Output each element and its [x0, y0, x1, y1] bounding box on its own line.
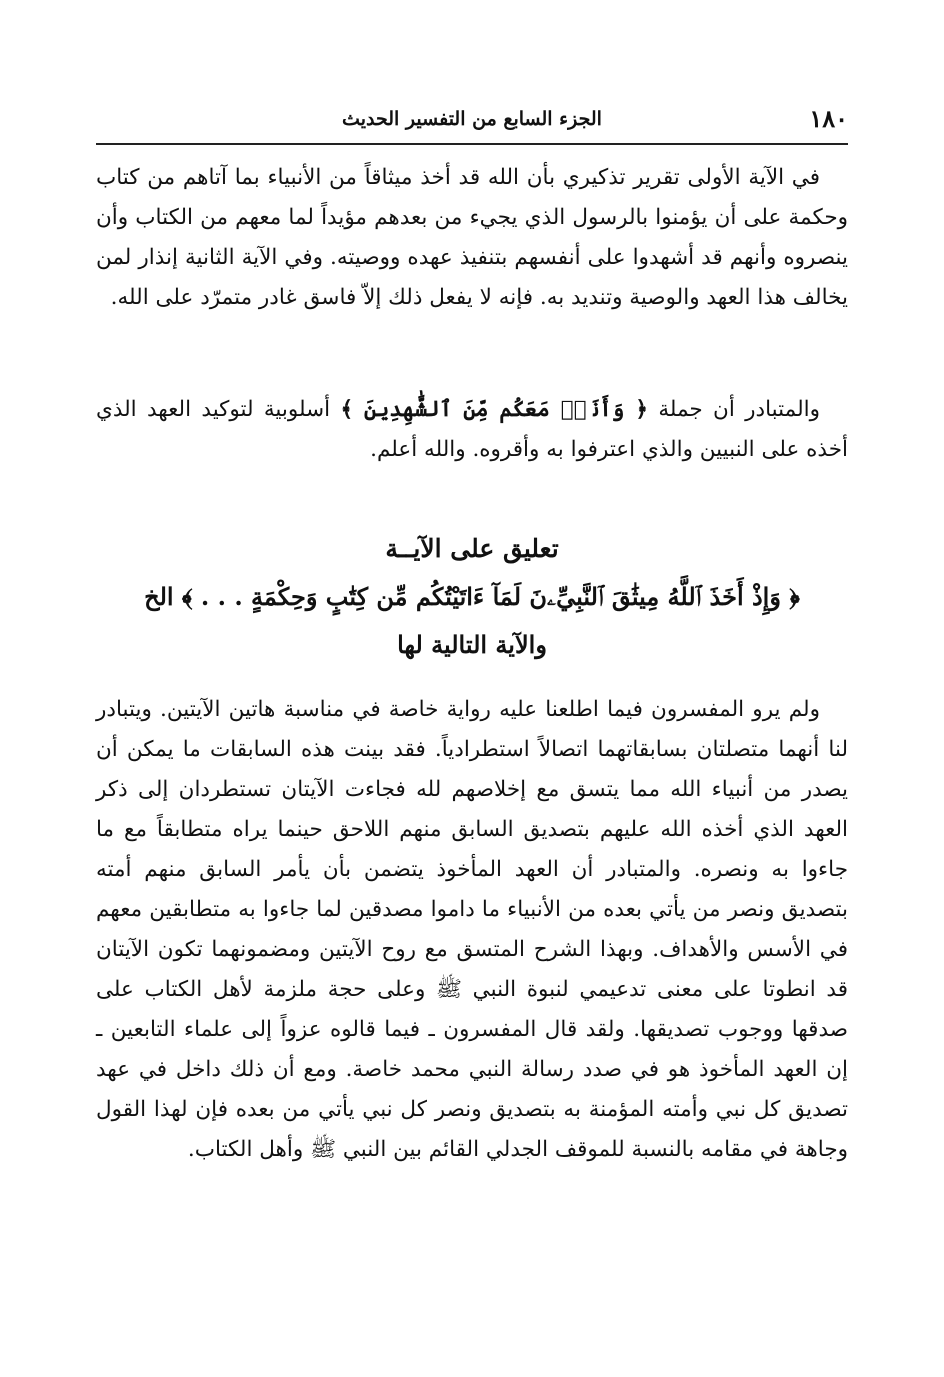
section-subheading: والآية التالية لها — [397, 630, 547, 659]
header-rule — [96, 143, 848, 145]
page-number: ١٨٠ — [809, 104, 848, 133]
paragraph-commentary: ولم يرو المفسرون فيما اطلعنا عليه رواية خاصة في مناسبة هاتين الآيتين. ويتبادر لنا أنهما متصلتان بسابقاتهما اتصالاً استطرادياً. فقد بينت هذه السابقات ما يمكن أن يصدر من أنبياء الله مما يتسق مع إخلاصهم لله فجاءت الآيتان تستطردان إلى ذكر العهد الذي أخذه الله عليهم بتصديق السابق منهم اللاحق حينما يراه متطابقاً مع ما جاءوا به ونصره. والمتبادر أن العهد المأخوذ يتضمن بأن يأمر السابق منهم أمته بتصديق ونصر من يأتي بعده من الأنبياء ما داموا مصدقين لما جاءوا به متطابقين معهم في الأسس والأهداف. وبهذا الشرح المتسق مع روح الآيتين ومضمونهما تكون الآيتان قد انطوتا على معنى تدعيمي لنبوة النبي ﷺ وعلى حجة ملزمة لأهل الكتاب على صدقها ووجوب تصديقها. ولقد قال المفسرون ـ فيما قالوه عزواً إلى علماء التابعين ـ إن العهد المأخوذ هو في صدد رسالة النبي محمد خاصة. ومع أن ذلك داخل في عهد تصديق كل نبي وأمته المؤمنة به بتصديق ونصر كل نبي يأتي من بعده فإن لهذا القول وجاهة في مقامه بالنسبة للموقف الجدلي القائم بين النبي ﷺ وأهل الكتاب. — [96, 697, 848, 1162]
paragraph-quran-phrase — [96, 390, 848, 470]
paragraph-text-before-quote: والمتبادر أن جملة — [658, 397, 820, 422]
section-verse: ﴿ وَإِذْ أَخَذَ ٱللَّهُ مِيثَٰقَ ٱلنَّبِيِّۦنَ لَمَآ ءَاتَيْتُكُم مِّن كِتَٰبٍ وَحِكْمَةٍ . . . ﴾ الخ — [144, 582, 800, 611]
page-header — [96, 104, 848, 140]
paragraph-verse-explanation: في الآية الأولى تقرير تذكيري بأن الله قد أخذ ميثاقاً من الأنبياء بما آتاهم من كتاب وحكمة على أن يؤمنوا بالرسول الذي يجيء من بعدهم مؤيداً لما معهم من الكتاب وأن ينصروه وأنهم قد أشهدوا على أنفسهم بتنفيذ عهده ووصيته. وفي الآية الثانية إنذار لمن يخالف هذا العهد والوصية وتنديد به. فإنه لا يفعل ذلك إلاّ فاسق غادر متمرّد على الله. — [96, 165, 848, 310]
quran-quote: ﴿ وَأَنَا۠ مَعَكُم مِّنَ ٱلشَّٰهِدِينَ ﴾ — [340, 397, 648, 422]
paragraph-text-after-quote: أسلوبية لتوكيد العهد الذي أخذه على النبيين والذي اعترفوا به وأقروه. والله أعلم. — [96, 397, 848, 462]
running-title: الجزء السابع من التفسير الحديث — [342, 108, 602, 130]
section-heading: تعليق على الآيــة — [385, 534, 559, 563]
